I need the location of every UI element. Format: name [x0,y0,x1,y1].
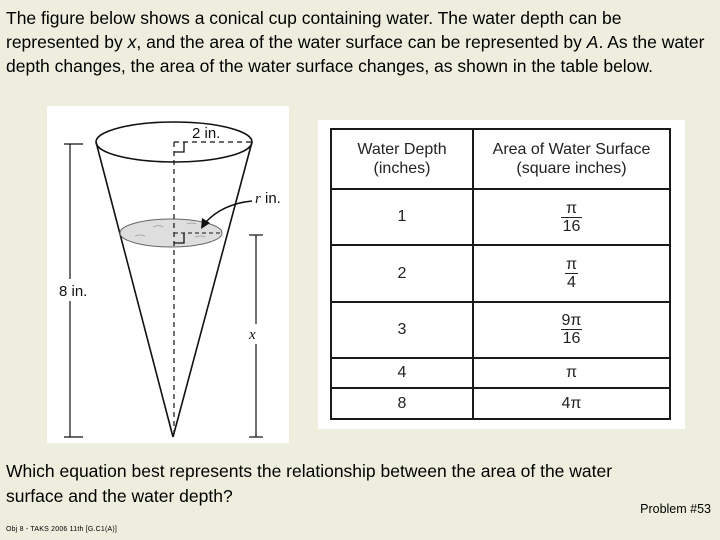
area-cell [473,245,670,301]
area-cell [473,302,670,358]
area-cell [473,189,670,245]
r-label-var: r [255,191,261,207]
fraction-denominator: 4 [567,274,576,292]
cone-diagram [47,106,289,443]
depth-cell: 1 [331,189,473,245]
depth-header-line1: Water Depth [357,141,447,158]
intro-paragraph [6,6,718,78]
top-radius-label: 2 in. [192,125,221,142]
r-label [255,190,281,207]
depth-area-table [330,128,671,420]
fraction-numerator: π [565,256,578,274]
height-label: 8 in. [59,283,88,300]
intro-var-x: x [127,32,137,52]
fraction-denominator: 16 [562,217,581,235]
cone-right-side [173,142,252,437]
fraction-numerator: π [565,199,578,217]
depth-header-line2: (inches) [373,160,431,177]
r-pointer-arrow [205,201,252,223]
table-row [331,245,670,301]
area-cell: π [473,358,670,388]
fraction-denominator: 16 [562,330,581,348]
depth-cell: 3 [331,302,473,358]
table-header-row [331,129,670,189]
depth-cell: 2 [331,245,473,301]
area-column-header [473,129,670,189]
data-table-panel [318,120,685,429]
depth-cell: 8 [331,388,473,419]
area-header-line1: Area of Water Surface [492,141,651,158]
area-header-line2: (square inches) [516,160,627,177]
source-citation: Obj 8 - TAKS 2006 11th [G.C1(A)] [6,526,118,533]
problem-label: Problem #53 [640,502,711,516]
intro-var-a: A [586,32,599,52]
table-row [331,388,670,419]
top-right-angle-marker [174,142,184,152]
intro-text-3: . As the water depth changes, the area of the water surface changes, as shown in the table below. [6,32,705,76]
fraction-numerator: 9π [561,312,582,330]
depth-column-header [331,129,473,189]
table-row [331,358,670,388]
area-cell: 4π [473,388,670,419]
table-row [331,189,670,245]
intro-text-1: The figure below shows a conical cup containing water. The water depth can be represented by [6,8,622,52]
depth-label: x [249,327,256,343]
area-fraction [564,256,579,291]
r-label-unit: in. [260,190,281,207]
depth-cell: 4 [331,358,473,388]
area-fraction [560,312,584,347]
cone-left-side [96,142,173,437]
intro-text-2: , and the area of the water surface can be represented by [136,32,587,52]
cone-figure [47,106,289,443]
table-row [331,302,670,358]
question-text: Which equation best represents the relationship between the area of the water surface and the water depth? [6,461,613,506]
area-fraction [561,200,583,235]
